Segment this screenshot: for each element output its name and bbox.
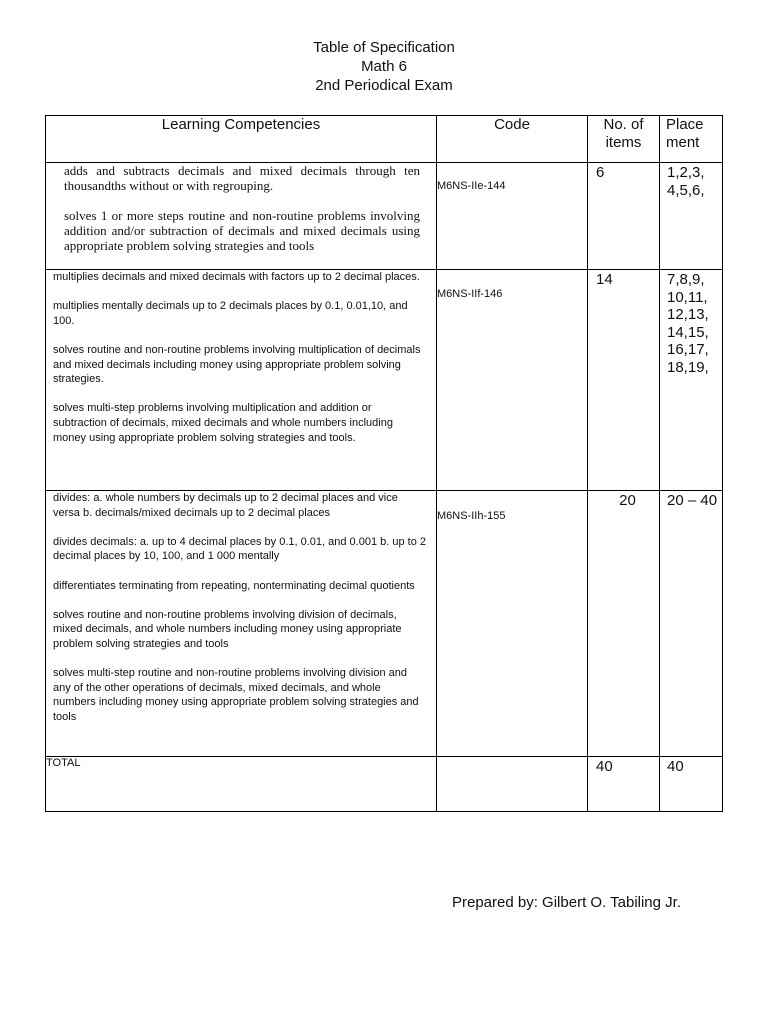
placement-cell: 7,8,9, 10,11, 12,13, 14,15, 16,17, 18,19, xyxy=(660,270,723,491)
header-competencies: Learning Competencies xyxy=(46,116,437,163)
items-cell: 6 xyxy=(588,163,660,270)
document-header xyxy=(0,38,768,95)
competency-text: differentiates terminating from repeating, nonterminating decimal quotients xyxy=(53,579,415,592)
competencies-cell xyxy=(46,163,437,270)
total-row xyxy=(46,757,723,812)
table-row xyxy=(46,163,723,270)
prepared-by: Prepared by: Gilbert O. Tabiling Jr. xyxy=(452,894,681,911)
competencies-cell xyxy=(46,491,437,757)
competency-text: divides decimals: a. up to 4 decimal places by 0.1, 0.01, and 0.001 b. up to 2 decimal places by 10, 100, and 1 000 mentally xyxy=(53,535,427,563)
subject-title: Math 6 xyxy=(361,58,407,75)
total-code-cell xyxy=(437,757,588,812)
items-cell: 20 xyxy=(588,491,660,757)
placement-cell: 20 – 40 xyxy=(660,491,723,757)
placement-cell: 1,2,3, 4,5,6, xyxy=(660,163,723,270)
table-row xyxy=(46,270,723,491)
competency-text: solves routine and non-routine problems involving division of decimals, mixed decimals, and whole numbers including money using appropriate problem solving strategies and tools xyxy=(53,608,402,650)
header-items: No. of items xyxy=(588,116,660,163)
table-row xyxy=(46,491,723,757)
specification-table xyxy=(45,115,723,812)
competency-text: multiplies decimals and mixed decimals with factors up to 2 decimal places. xyxy=(53,271,420,283)
competency-text: solves multi-step problems involving multiplication and addition or subtraction of decimals, mixed decimals and whole numbers including money using appropriate problem solving strategies and tools. xyxy=(53,402,393,444)
code-text: M6NS-IIe-144 xyxy=(437,180,506,192)
table-header-row xyxy=(46,116,723,163)
competency-text: solves routine and non-routine problems involving multiplication of decimals and mixed decimals including money using appropriate problem solving strategies. xyxy=(53,343,421,386)
competency-text: solves multi-step routine and non-routine problems involving division and any of the other operations of decimals, mixed decimals, and whole numbers including money using appropriate problem solving strategies and tools xyxy=(53,667,419,723)
total-placement: 40 xyxy=(660,757,723,812)
document-title: Table of Specification xyxy=(313,39,455,56)
total-items: 40 xyxy=(588,757,660,812)
code-cell xyxy=(437,163,588,270)
code-cell xyxy=(437,491,588,757)
total-label: TOTAL xyxy=(46,757,437,812)
code-text: M6NS-IIh-155 xyxy=(437,510,506,522)
competency-text: multiplies mentally decimals up to 2 decimals places by 0.1, 0.01,10, and 100. xyxy=(53,300,408,327)
header-code: Code xyxy=(437,116,588,163)
header-placement: Place ment xyxy=(660,116,723,163)
competency-text: divides: a. whole numbers by decimals up to 2 decimal places and vice versa b. decimals/mixed decimals up to 2 decimal places xyxy=(53,492,398,519)
code-text: M6NS-IIf-146 xyxy=(437,288,503,300)
exam-title: 2nd Periodical Exam xyxy=(315,77,453,94)
items-cell: 14 xyxy=(588,270,660,491)
code-cell xyxy=(437,270,588,491)
competency-text: solves 1 or more steps routine and non-routine problems involving addition and/or subtraction of decimals and mixed decimals using appropriate problem solving strategies and tools xyxy=(64,208,420,253)
competency-text: adds and subtracts decimals and mixed decimals through ten thousandths without or with regrouping. xyxy=(64,163,420,193)
competencies-cell xyxy=(46,270,437,491)
